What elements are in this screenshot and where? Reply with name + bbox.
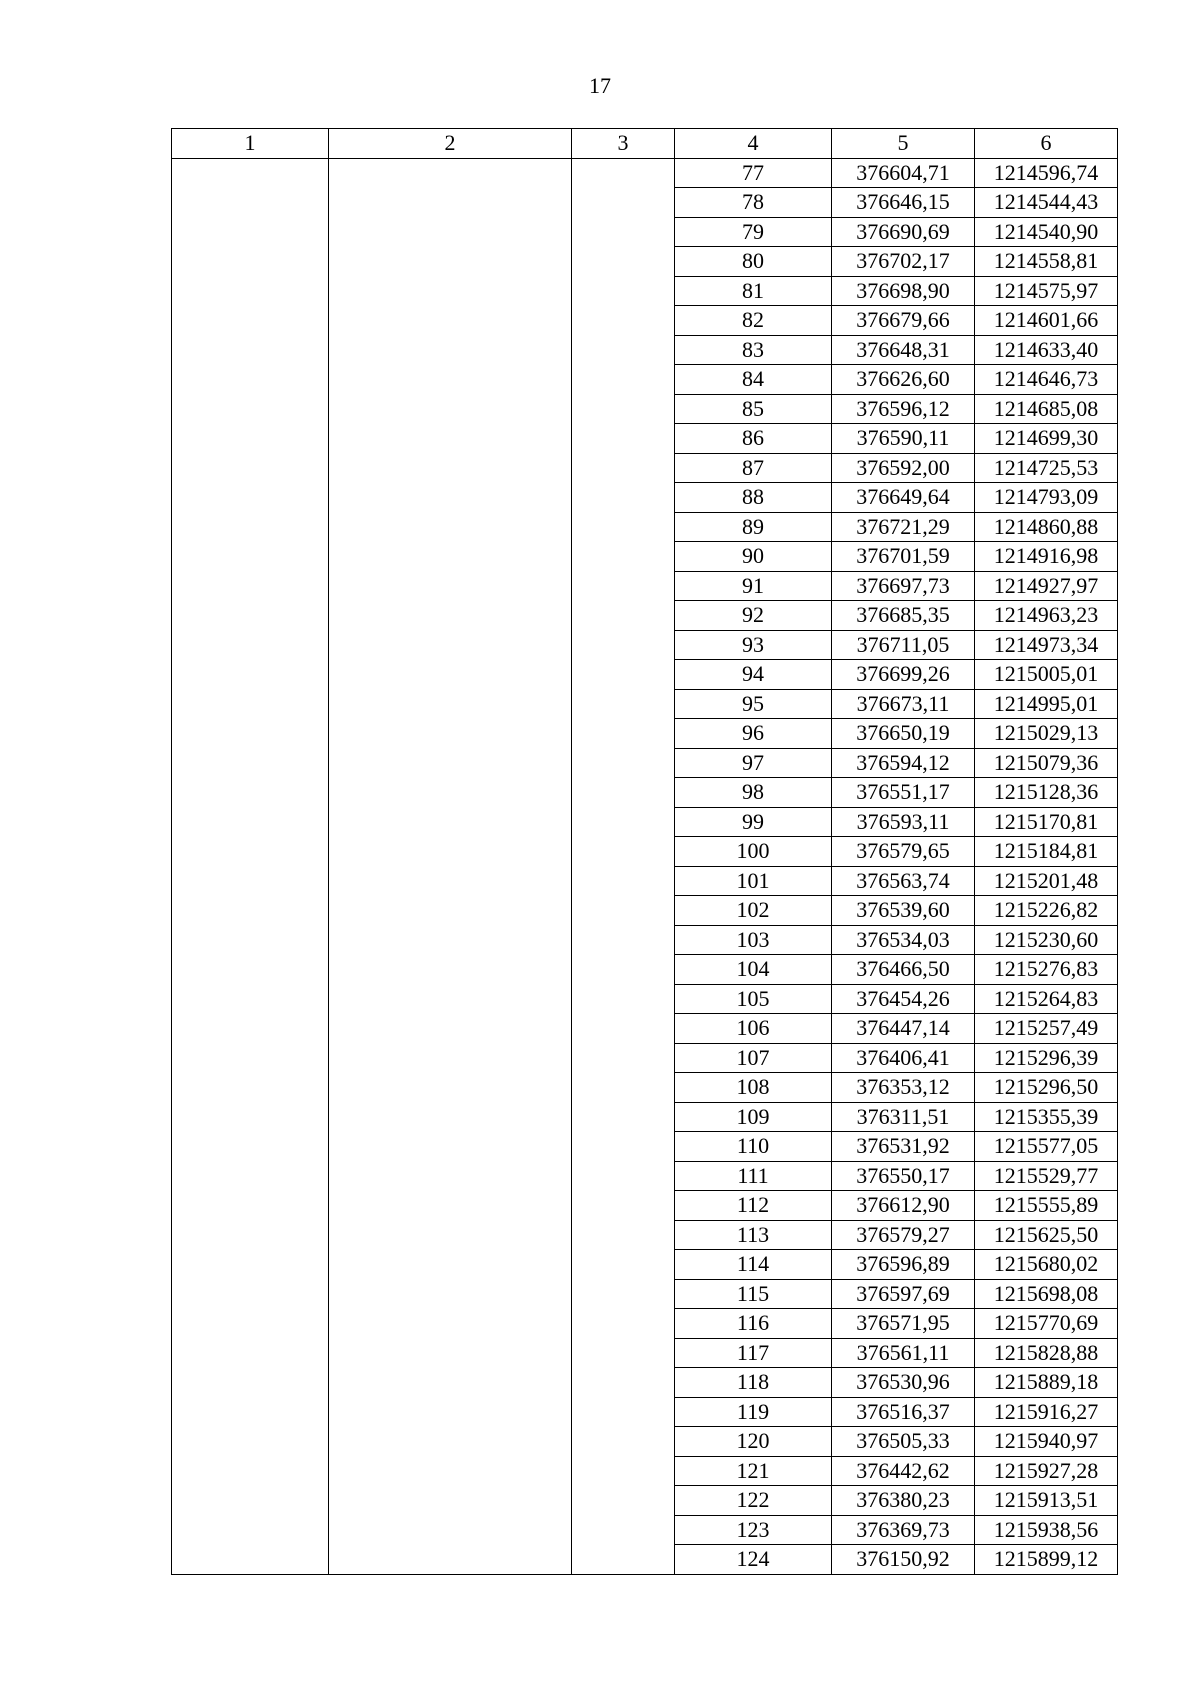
y-coordinate-cell: 1215264,83 xyxy=(975,984,1118,1014)
y-coordinate-cell: 1215355,39 xyxy=(975,1102,1118,1132)
y-coordinate-cell: 1215170,81 xyxy=(975,807,1118,837)
x-coordinate-cell: 376597,69 xyxy=(832,1279,975,1309)
y-coordinate-cell: 1214601,66 xyxy=(975,306,1118,336)
point-number-cell: 98 xyxy=(675,778,832,808)
point-number-cell: 79 xyxy=(675,217,832,247)
x-coordinate-cell: 376505,33 xyxy=(832,1427,975,1457)
y-coordinate-cell: 1214685,08 xyxy=(975,394,1118,424)
point-number-cell: 94 xyxy=(675,660,832,690)
point-number-cell: 102 xyxy=(675,896,832,926)
coordinates-table xyxy=(171,128,1118,1575)
y-coordinate-cell: 1215577,05 xyxy=(975,1132,1118,1162)
x-coordinate-cell: 376721,29 xyxy=(832,512,975,542)
header-col-5: 5 xyxy=(832,129,975,159)
point-number-cell: 105 xyxy=(675,984,832,1014)
point-number-cell: 109 xyxy=(675,1102,832,1132)
point-number-cell: 78 xyxy=(675,188,832,218)
x-coordinate-cell: 376311,51 xyxy=(832,1102,975,1132)
x-coordinate-cell: 376442,62 xyxy=(832,1456,975,1486)
y-coordinate-cell: 1214725,53 xyxy=(975,453,1118,483)
y-coordinate-cell: 1214860,88 xyxy=(975,512,1118,542)
y-coordinate-cell: 1215276,83 xyxy=(975,955,1118,985)
point-number-cell: 110 xyxy=(675,1132,832,1162)
x-coordinate-cell: 376571,95 xyxy=(832,1309,975,1339)
header-col-1: 1 xyxy=(172,129,329,159)
header-col-2: 2 xyxy=(329,129,572,159)
x-coordinate-cell: 376579,27 xyxy=(832,1220,975,1250)
x-coordinate-cell: 376369,73 xyxy=(832,1515,975,1545)
x-coordinate-cell: 376550,17 xyxy=(832,1161,975,1191)
x-coordinate-cell: 376626,60 xyxy=(832,365,975,395)
y-coordinate-cell: 1214973,34 xyxy=(975,630,1118,660)
y-coordinate-cell: 1214633,40 xyxy=(975,335,1118,365)
y-coordinate-cell: 1214596,74 xyxy=(975,158,1118,188)
point-number-cell: 97 xyxy=(675,748,832,778)
table-header xyxy=(172,129,1118,159)
point-number-cell: 119 xyxy=(675,1397,832,1427)
header-col-6: 6 xyxy=(975,129,1118,159)
y-coordinate-cell: 1214793,09 xyxy=(975,483,1118,513)
y-coordinate-cell: 1214699,30 xyxy=(975,424,1118,454)
x-coordinate-cell: 376690,69 xyxy=(832,217,975,247)
point-number-cell: 123 xyxy=(675,1515,832,1545)
point-number-cell: 85 xyxy=(675,394,832,424)
x-coordinate-cell: 376353,12 xyxy=(832,1073,975,1103)
x-coordinate-cell: 376699,26 xyxy=(832,660,975,690)
y-coordinate-cell: 1215940,97 xyxy=(975,1427,1118,1457)
point-number-cell: 106 xyxy=(675,1014,832,1044)
point-number-cell: 115 xyxy=(675,1279,832,1309)
x-coordinate-cell: 376685,35 xyxy=(832,601,975,631)
point-number-cell: 81 xyxy=(675,276,832,306)
x-coordinate-cell: 376380,23 xyxy=(832,1486,975,1516)
y-coordinate-cell: 1215226,82 xyxy=(975,896,1118,926)
y-coordinate-cell: 1214646,73 xyxy=(975,365,1118,395)
y-coordinate-cell: 1215770,69 xyxy=(975,1309,1118,1339)
point-number-cell: 124 xyxy=(675,1545,832,1575)
point-number-cell: 91 xyxy=(675,571,832,601)
y-coordinate-cell: 1215296,50 xyxy=(975,1073,1118,1103)
x-coordinate-cell: 376406,41 xyxy=(832,1043,975,1073)
x-coordinate-cell: 376679,66 xyxy=(832,306,975,336)
point-number-cell: 99 xyxy=(675,807,832,837)
y-coordinate-cell: 1215927,28 xyxy=(975,1456,1118,1486)
point-number-cell: 92 xyxy=(675,601,832,631)
y-coordinate-cell: 1214544,43 xyxy=(975,188,1118,218)
x-coordinate-cell: 376579,65 xyxy=(832,837,975,867)
x-coordinate-cell: 376534,03 xyxy=(832,925,975,955)
x-coordinate-cell: 376150,92 xyxy=(832,1545,975,1575)
table-body xyxy=(172,158,1118,1574)
point-number-cell: 101 xyxy=(675,866,832,896)
x-coordinate-cell: 376702,17 xyxy=(832,247,975,277)
x-coordinate-cell: 376447,14 xyxy=(832,1014,975,1044)
point-number-cell: 77 xyxy=(675,158,832,188)
point-number-cell: 111 xyxy=(675,1161,832,1191)
point-number-cell: 96 xyxy=(675,719,832,749)
x-coordinate-cell: 376701,59 xyxy=(832,542,975,572)
y-coordinate-cell: 1214916,98 xyxy=(975,542,1118,572)
y-coordinate-cell: 1215913,51 xyxy=(975,1486,1118,1516)
point-number-cell: 83 xyxy=(675,335,832,365)
point-number-cell: 93 xyxy=(675,630,832,660)
header-col-4: 4 xyxy=(675,129,832,159)
y-coordinate-cell: 1215625,50 xyxy=(975,1220,1118,1250)
point-number-cell: 89 xyxy=(675,512,832,542)
x-coordinate-cell: 376539,60 xyxy=(832,896,975,926)
point-number-cell: 122 xyxy=(675,1486,832,1516)
header-row xyxy=(172,129,1118,159)
x-coordinate-cell: 376646,15 xyxy=(832,188,975,218)
x-coordinate-cell: 376466,50 xyxy=(832,955,975,985)
y-coordinate-cell: 1214995,01 xyxy=(975,689,1118,719)
x-coordinate-cell: 376551,17 xyxy=(832,778,975,808)
point-number-cell: 100 xyxy=(675,837,832,867)
x-coordinate-cell: 376590,11 xyxy=(832,424,975,454)
page-number: 17 xyxy=(589,73,611,98)
point-number-cell: 80 xyxy=(675,247,832,277)
point-number-cell: 112 xyxy=(675,1191,832,1221)
empty-merged-cell-col-2 xyxy=(329,158,572,1574)
x-coordinate-cell: 376530,96 xyxy=(832,1368,975,1398)
y-coordinate-cell: 1215128,36 xyxy=(975,778,1118,808)
y-coordinate-cell: 1215555,89 xyxy=(975,1191,1118,1221)
x-coordinate-cell: 376454,26 xyxy=(832,984,975,1014)
y-coordinate-cell: 1215938,56 xyxy=(975,1515,1118,1545)
point-number-cell: 103 xyxy=(675,925,832,955)
x-coordinate-cell: 376697,73 xyxy=(832,571,975,601)
point-number-cell: 114 xyxy=(675,1250,832,1280)
y-coordinate-cell: 1215698,08 xyxy=(975,1279,1118,1309)
y-coordinate-cell: 1215828,88 xyxy=(975,1338,1118,1368)
y-coordinate-cell: 1214558,81 xyxy=(975,247,1118,277)
x-coordinate-cell: 376596,89 xyxy=(832,1250,975,1280)
x-coordinate-cell: 376593,11 xyxy=(832,807,975,837)
x-coordinate-cell: 376531,92 xyxy=(832,1132,975,1162)
x-coordinate-cell: 376711,05 xyxy=(832,630,975,660)
point-number-cell: 86 xyxy=(675,424,832,454)
x-coordinate-cell: 376516,37 xyxy=(832,1397,975,1427)
point-number-cell: 108 xyxy=(675,1073,832,1103)
x-coordinate-cell: 376594,12 xyxy=(832,748,975,778)
x-coordinate-cell: 376673,11 xyxy=(832,689,975,719)
y-coordinate-cell: 1215296,39 xyxy=(975,1043,1118,1073)
x-coordinate-cell: 376698,90 xyxy=(832,276,975,306)
point-number-cell: 117 xyxy=(675,1338,832,1368)
table-row xyxy=(172,158,1118,188)
y-coordinate-cell: 1215201,48 xyxy=(975,866,1118,896)
point-number-cell: 120 xyxy=(675,1427,832,1457)
point-number-cell: 88 xyxy=(675,483,832,513)
x-coordinate-cell: 376604,71 xyxy=(832,158,975,188)
x-coordinate-cell: 376596,12 xyxy=(832,394,975,424)
point-number-cell: 118 xyxy=(675,1368,832,1398)
point-number-cell: 82 xyxy=(675,306,832,336)
y-coordinate-cell: 1215889,18 xyxy=(975,1368,1118,1398)
point-number-cell: 87 xyxy=(675,453,832,483)
y-coordinate-cell: 1214927,97 xyxy=(975,571,1118,601)
x-coordinate-cell: 376649,64 xyxy=(832,483,975,513)
y-coordinate-cell: 1215184,81 xyxy=(975,837,1118,867)
point-number-cell: 107 xyxy=(675,1043,832,1073)
y-coordinate-cell: 1215529,77 xyxy=(975,1161,1118,1191)
y-coordinate-cell: 1215029,13 xyxy=(975,719,1118,749)
x-coordinate-cell: 376592,00 xyxy=(832,453,975,483)
point-number-cell: 90 xyxy=(675,542,832,572)
y-coordinate-cell: 1214575,97 xyxy=(975,276,1118,306)
point-number-cell: 113 xyxy=(675,1220,832,1250)
point-number-cell: 95 xyxy=(675,689,832,719)
y-coordinate-cell: 1215257,49 xyxy=(975,1014,1118,1044)
x-coordinate-cell: 376561,11 xyxy=(832,1338,975,1368)
y-coordinate-cell: 1214963,23 xyxy=(975,601,1118,631)
y-coordinate-cell: 1215005,01 xyxy=(975,660,1118,690)
empty-merged-cell-col-3 xyxy=(572,158,675,1574)
point-number-cell: 104 xyxy=(675,955,832,985)
y-coordinate-cell: 1215079,36 xyxy=(975,748,1118,778)
y-coordinate-cell: 1215916,27 xyxy=(975,1397,1118,1427)
x-coordinate-cell: 376648,31 xyxy=(832,335,975,365)
y-coordinate-cell: 1215230,60 xyxy=(975,925,1118,955)
x-coordinate-cell: 376563,74 xyxy=(832,866,975,896)
empty-merged-cell-col-1 xyxy=(172,158,329,1574)
point-number-cell: 116 xyxy=(675,1309,832,1339)
point-number-cell: 84 xyxy=(675,365,832,395)
y-coordinate-cell: 1215899,12 xyxy=(975,1545,1118,1575)
point-number-cell: 121 xyxy=(675,1456,832,1486)
x-coordinate-cell: 376650,19 xyxy=(832,719,975,749)
y-coordinate-cell: 1214540,90 xyxy=(975,217,1118,247)
header-col-3: 3 xyxy=(572,129,675,159)
x-coordinate-cell: 376612,90 xyxy=(832,1191,975,1221)
y-coordinate-cell: 1215680,02 xyxy=(975,1250,1118,1280)
